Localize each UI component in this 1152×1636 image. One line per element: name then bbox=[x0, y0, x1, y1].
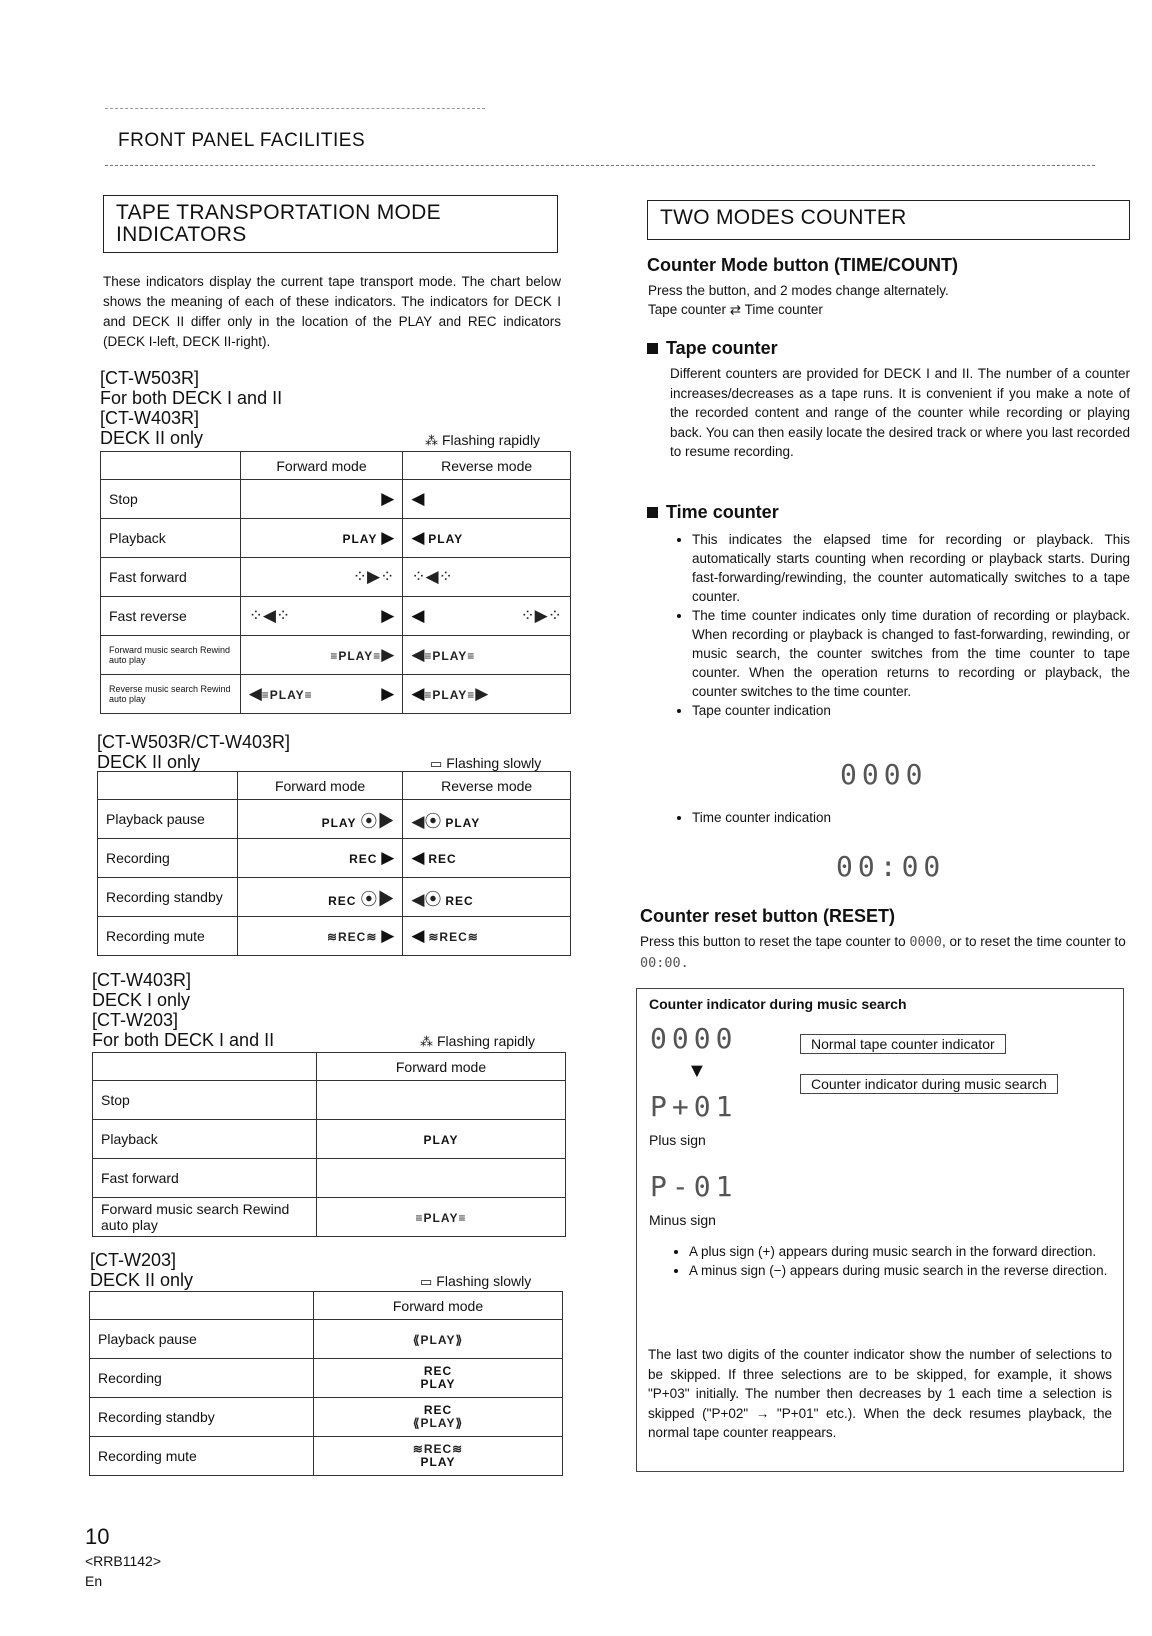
model-line: [CT-W503R] bbox=[100, 368, 200, 388]
play-label: PLAY bbox=[342, 532, 378, 546]
flashing-play-icon: ⟪PLAY⟫ bbox=[412, 1416, 464, 1430]
flashing-play-icon: ≡PLAY≡ bbox=[424, 688, 476, 702]
flashing-rapidly-icon: ⁂ bbox=[425, 433, 438, 448]
right-section-title-box bbox=[647, 200, 1130, 240]
col-forward: Forward mode bbox=[314, 1292, 563, 1320]
mode-text-2: Tape counter ⇄ Time counter bbox=[648, 302, 823, 317]
row-label: Recording mute bbox=[98, 917, 238, 956]
flashing-forward-arrow-icon: ▶ bbox=[475, 684, 489, 703]
plus-sign-caption: Plus sign bbox=[649, 1132, 706, 1148]
row-label: Playback pause bbox=[98, 800, 238, 839]
forward-indicator bbox=[314, 1398, 563, 1437]
reset-tape-value: 0000 bbox=[909, 934, 942, 950]
forward-indicator bbox=[314, 1320, 563, 1359]
table-row bbox=[101, 597, 571, 636]
empty-header bbox=[90, 1292, 314, 1320]
list-item: • A plus sign (+) appears during music search in the forward direction. bbox=[689, 1242, 1111, 1261]
flashing-rec-icon: ≋REC≋ bbox=[326, 930, 378, 944]
forward-indicator bbox=[240, 675, 403, 714]
music-search-bullets bbox=[669, 1242, 1111, 1280]
list-item: • This indicates the elapsed time for recording or playback. This automatically starts counting when recording or playback starts. During fast-forwarding/rewinding, the counter automatically switches to a tape counter. bbox=[692, 530, 1130, 606]
section2-legend bbox=[430, 755, 541, 772]
section4-table bbox=[89, 1291, 563, 1476]
tape-counter-heading bbox=[647, 338, 778, 359]
time-counter-heading bbox=[647, 502, 779, 523]
forward-arrow-icon: ▶ bbox=[381, 489, 395, 508]
row-label: Reverse music search Rewind auto play bbox=[101, 675, 241, 714]
table-row bbox=[90, 1359, 563, 1398]
rec-label: REC bbox=[423, 1403, 453, 1417]
forward-indicator bbox=[237, 878, 403, 917]
model-line: DECK II only bbox=[97, 752, 201, 772]
reverse-indicator bbox=[403, 597, 571, 636]
legend-text: Flashing rapidly bbox=[442, 432, 541, 448]
table-row bbox=[90, 1320, 563, 1359]
normal-counter-label: Normal tape counter indicator bbox=[800, 1034, 1006, 1054]
reset-heading: Counter reset button (RESET) bbox=[640, 906, 895, 926]
mode-text-1: Press the button, and 2 modes change alternately. bbox=[648, 283, 949, 298]
flashing-reverse-arrow-icon: ◀⦿ bbox=[411, 889, 442, 909]
flashing-slowly-icon: ▭ bbox=[420, 1274, 433, 1289]
table-row bbox=[98, 839, 571, 878]
forward-indicator bbox=[240, 597, 403, 636]
rec-label: REC bbox=[428, 852, 457, 866]
flashing-play-icon: ≡PLAY≡ bbox=[415, 1211, 467, 1225]
time-heading-text: Time counter bbox=[666, 502, 779, 522]
row-label: Fast forward bbox=[101, 558, 241, 597]
flashing-play-icon: ≡PLAY≡ bbox=[424, 649, 476, 663]
flashing-forward-arrow-icon: ⦿▶ bbox=[360, 889, 395, 909]
row-label: Fast forward bbox=[93, 1159, 317, 1198]
section1-legend bbox=[425, 432, 540, 449]
model-line: [CT-W203] bbox=[92, 1010, 179, 1030]
left-section-title-box bbox=[103, 195, 558, 253]
list-item: • The time counter indicates only time duration of recording or playback. When recording or playback is changed to fast-forwarding, rewinding, or music search, the counter switches from the time counter to tape counter. When the operation returns to recording or playback, the counter switches to the time counter. bbox=[692, 606, 1130, 701]
flashing-reverse-arrow-icon: ◀ bbox=[411, 645, 425, 664]
model-line: For both DECK I and II bbox=[100, 388, 283, 408]
table-row bbox=[101, 519, 571, 558]
square-bullet-icon bbox=[647, 507, 658, 518]
col-reverse: Reverse mode bbox=[403, 772, 571, 800]
flashing-forward-arrow-icon: ⦿▶ bbox=[360, 811, 395, 831]
legend-text: Flashing rapidly bbox=[437, 1033, 536, 1049]
legend-text: Flashing slowly bbox=[446, 755, 542, 771]
model-line: DECK II only bbox=[100, 428, 204, 448]
model-line: [CT-W203] bbox=[90, 1250, 177, 1270]
time-counter-bullets bbox=[672, 530, 1130, 720]
section4-legend bbox=[420, 1273, 531, 1290]
doc-code: <RRB1142> bbox=[85, 1553, 162, 1569]
table-row bbox=[98, 878, 571, 917]
rec-label: REC bbox=[423, 1364, 453, 1378]
flashing-rapidly-icon: ⁂ bbox=[420, 1034, 433, 1049]
table-row bbox=[101, 636, 571, 675]
reverse-indicator bbox=[403, 839, 571, 878]
forward-indicator bbox=[240, 519, 403, 558]
table-row bbox=[93, 1159, 566, 1198]
right-section-title: TWO MODES COUNTER bbox=[660, 206, 907, 229]
forward-indicator bbox=[317, 1120, 566, 1159]
empty-header bbox=[98, 772, 238, 800]
left-section-title: TAPE TRANSPORTATION MODE INDICATORS bbox=[116, 201, 441, 246]
table-row bbox=[93, 1120, 566, 1159]
header-rule-top bbox=[105, 108, 485, 109]
square-bullet-icon bbox=[647, 343, 658, 354]
rec-label: REC bbox=[349, 852, 378, 866]
table-row bbox=[98, 917, 571, 956]
reset-time-value: 00:00. bbox=[640, 954, 689, 971]
reset-text bbox=[640, 932, 1130, 973]
reverse-indicator bbox=[403, 519, 571, 558]
table-row bbox=[101, 480, 571, 519]
model-line: [CT-W403R] bbox=[92, 970, 192, 990]
forward-arrow-icon: ▶ bbox=[381, 684, 395, 703]
table-row bbox=[90, 1398, 563, 1437]
reverse-arrow-icon: ◀ bbox=[411, 684, 425, 703]
forward-arrow-icon: ▶ bbox=[381, 848, 395, 867]
list-item: • Time counter indication bbox=[692, 808, 1130, 827]
flashing-forward-arrow-icon: ⁘▶⁘ bbox=[352, 567, 395, 586]
col-forward: Forward mode bbox=[240, 452, 403, 480]
reverse-indicator bbox=[403, 917, 571, 956]
row-label: Recording bbox=[98, 839, 238, 878]
mode-heading: Counter Mode button (TIME/COUNT) bbox=[647, 255, 958, 275]
flashing-forward-arrow-icon: ⁘▶⁘ bbox=[520, 606, 562, 625]
forward-arrow-icon: ▶ bbox=[381, 926, 395, 945]
col-forward: Forward mode bbox=[317, 1053, 566, 1081]
empty-header bbox=[101, 452, 241, 480]
music-search-heading: Counter indicator during music search bbox=[649, 996, 907, 1012]
col-forward: Forward mode bbox=[237, 772, 403, 800]
tape-counter-display: 0000 bbox=[840, 758, 928, 791]
plus-counter-display: P+01 bbox=[650, 1090, 738, 1123]
forward-indicator bbox=[317, 1198, 566, 1237]
reverse-indicator bbox=[403, 558, 571, 597]
play-label: PLAY bbox=[420, 1455, 456, 1469]
minus-sign-caption: Minus sign bbox=[649, 1212, 716, 1228]
table-row bbox=[93, 1198, 566, 1237]
flashing-play-icon: ≡PLAY≡ bbox=[261, 688, 313, 702]
reverse-arrow-icon: ◀ bbox=[411, 489, 425, 508]
forward-indicator bbox=[237, 917, 403, 956]
section3-table bbox=[92, 1052, 566, 1237]
model-line: [CT-W403R] bbox=[100, 408, 200, 428]
reverse-arrow-icon: ◀ bbox=[411, 848, 425, 867]
play-label: PLAY bbox=[420, 1377, 456, 1391]
play-label: PLAY bbox=[445, 815, 481, 830]
section2-table bbox=[97, 771, 571, 956]
reverse-arrow-icon: ◀ bbox=[411, 926, 425, 945]
forward-indicator bbox=[314, 1359, 563, 1398]
row-label: Playback bbox=[93, 1120, 317, 1159]
flashing-forward-arrow-icon: ▶ bbox=[381, 645, 395, 664]
flashing-play-icon: ≡PLAY≡ bbox=[330, 649, 382, 663]
reset-text-a: Press this button to reset the tape counter to bbox=[640, 934, 906, 949]
reverse-indicator bbox=[403, 675, 571, 714]
reverse-arrow-icon: ◀ bbox=[411, 528, 425, 547]
reset-text-b: , or to reset the time counter to bbox=[941, 934, 1126, 949]
row-label: Fast reverse bbox=[101, 597, 241, 636]
rec-label: REC bbox=[445, 893, 474, 908]
model-line: [CT-W503R/CT-W403R] bbox=[97, 732, 291, 752]
time-indication-bullet bbox=[672, 808, 1130, 827]
reverse-indicator bbox=[403, 480, 571, 519]
reverse-indicator bbox=[403, 636, 571, 675]
row-label: Recording standby bbox=[90, 1398, 314, 1437]
header-rule bbox=[105, 165, 1095, 166]
forward-indicator bbox=[317, 1159, 566, 1198]
rec-label: REC bbox=[328, 893, 357, 908]
page-header: FRONT PANEL FACILITIES bbox=[118, 130, 366, 151]
row-label: Recording standby bbox=[98, 878, 238, 917]
flashing-rec-icon: ≋REC≋ bbox=[412, 1442, 464, 1456]
forward-arrow-icon: ▶ bbox=[381, 528, 395, 547]
play-label: PLAY bbox=[428, 532, 464, 546]
flashing-slowly-icon: ▭ bbox=[430, 756, 443, 771]
forward-indicator bbox=[317, 1081, 566, 1120]
table-row bbox=[101, 675, 571, 714]
flashing-reverse-arrow-icon: ⁘◀⁘ bbox=[411, 567, 453, 586]
search-counter-label: Counter indicator during music search bbox=[800, 1074, 1058, 1094]
forward-indicator bbox=[314, 1437, 563, 1476]
model-line: For both DECK I and II bbox=[92, 1030, 275, 1050]
table-row bbox=[101, 558, 571, 597]
section4-models bbox=[90, 1250, 193, 1290]
page-number: 10 bbox=[85, 1524, 110, 1549]
section1-models bbox=[100, 368, 282, 448]
list-item: • A minus sign (−) appears during music search in the reverse direction. bbox=[689, 1261, 1111, 1280]
row-label: Forward music search Rewind auto play bbox=[101, 636, 241, 675]
table-row bbox=[90, 1437, 563, 1476]
section3-models bbox=[92, 970, 274, 1050]
flashing-rec-icon: ≋REC≋ bbox=[428, 930, 479, 944]
row-label: Stop bbox=[93, 1081, 317, 1120]
model-line: DECK I only bbox=[92, 990, 191, 1010]
row-label: Playback pause bbox=[90, 1320, 314, 1359]
time-counter-display: 00:00 bbox=[836, 850, 946, 883]
row-label: Playback bbox=[101, 519, 241, 558]
forward-indicator bbox=[237, 800, 403, 839]
legend-text: Flashing slowly bbox=[436, 1273, 532, 1289]
reverse-indicator bbox=[403, 878, 571, 917]
reverse-indicator bbox=[403, 800, 571, 839]
row-label: Recording mute bbox=[90, 1437, 314, 1476]
flashing-reverse-arrow-icon: ◀⦿ bbox=[411, 811, 442, 831]
flashing-reverse-arrow-icon: ◀ bbox=[248, 684, 262, 703]
forward-indicator bbox=[237, 839, 403, 878]
forward-indicator bbox=[240, 558, 403, 597]
tape-heading-text: Tape counter bbox=[666, 338, 778, 358]
language-code: En bbox=[85, 1573, 103, 1589]
tape-counter-text: Different counters are provided for DECK I and II. The number of a counter increases/decreases as a tape runs. It is convenient if you make a note of the recorded content and range of the counter while recording or playing back. You can then easily locate the desired track or where you last recorded to resume recording. bbox=[670, 366, 1130, 459]
normal-counter-display: 0000 bbox=[650, 1022, 738, 1055]
flashing-reverse-arrow-icon: ⁘◀⁘ bbox=[248, 606, 291, 625]
play-label: PLAY bbox=[423, 1133, 459, 1147]
forward-arrow-icon: ▶ bbox=[381, 606, 395, 625]
left-intro-text: These indicators display the current tape transport mode. The chart below shows the meaning of each of these indicators. The indicators for DECK I and DECK II differ only in the location of the PLAY and REC indicators (DECK I-left, DECK II-right). bbox=[103, 274, 561, 349]
list-item: • Tape counter indication bbox=[692, 701, 1130, 720]
section1-table bbox=[100, 451, 571, 714]
forward-indicator bbox=[240, 636, 403, 675]
reverse-arrow-icon: ◀ bbox=[411, 606, 425, 625]
minus-counter-display: P-01 bbox=[650, 1170, 738, 1203]
section3-legend bbox=[420, 1033, 535, 1050]
music-search-note: The last two digits of the counter indicator show the number of selections to be skipped. If three selections are to be skipped, for example, it shows "P+03" initially. The number then decreases by 1 each time a selection is skipped ("P+02" → "P+01" etc.). When the deck resumes playback, the normal tape counter reappears. bbox=[648, 1347, 1112, 1440]
section2-models bbox=[97, 732, 290, 772]
model-line: DECK II only bbox=[90, 1270, 194, 1290]
col-reverse: Reverse mode bbox=[403, 452, 571, 480]
down-arrow-icon: ▼ bbox=[687, 1060, 707, 1082]
row-label: Forward music search Rewind auto play bbox=[93, 1198, 317, 1237]
flashing-play-icon: ⟪PLAY⟫ bbox=[412, 1333, 464, 1347]
play-label: PLAY bbox=[321, 815, 357, 830]
row-label: Recording bbox=[90, 1359, 314, 1398]
table-row bbox=[98, 800, 571, 839]
table-row bbox=[93, 1081, 566, 1120]
empty-header bbox=[93, 1053, 317, 1081]
forward-indicator bbox=[240, 480, 403, 519]
row-label: Stop bbox=[101, 480, 241, 519]
